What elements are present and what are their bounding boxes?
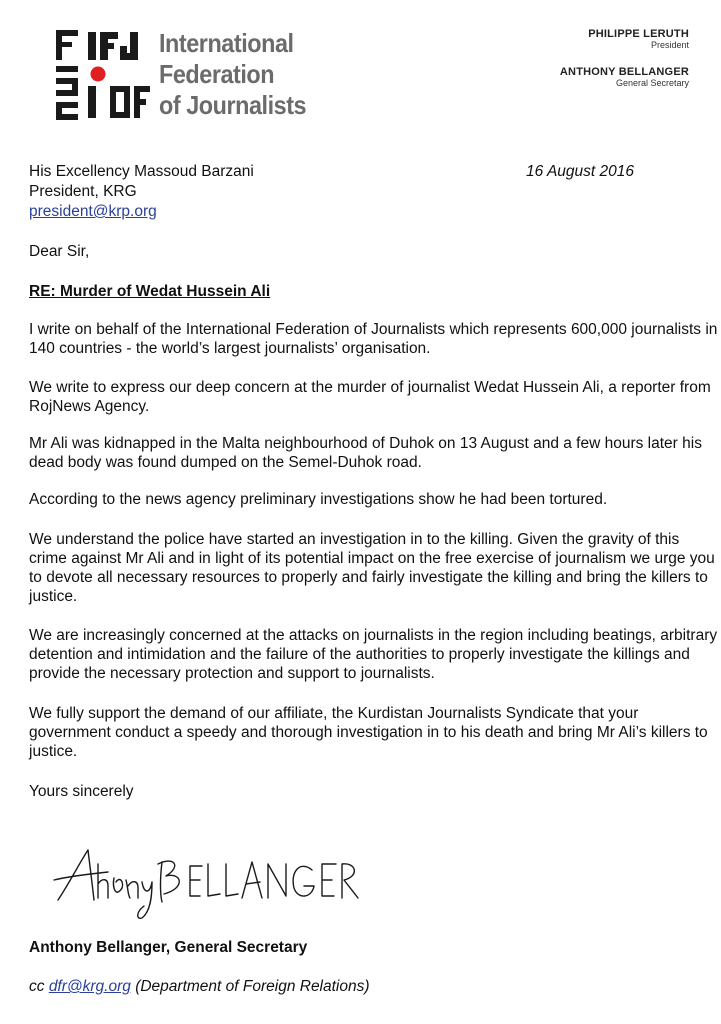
officers-block [560,28,689,104]
org-name-line-3: of Journalists [159,90,307,120]
ifj-logo-mark [54,26,154,122]
cc-prefix: cc [29,978,45,995]
recipient-name: His Excellency Massoud Barzani [29,163,254,180]
letter-date: 16 August 2016 [526,163,635,180]
body-paragraph-2: We write to express our deep concern at the murder of journalist Wedat Hussein Ali, a reporter from RojNews Agency. [29,379,711,415]
org-name [159,28,322,121]
cc-note: (Department of Foreign Relations) [135,978,370,995]
signature-text: Anthony BELLANGER [50,842,60,843]
cc-line [29,977,370,996]
closing: Yours sincerely [29,783,134,800]
body-paragraph-6: We are increasingly concerned at the attacks on journalists in the region including beatings, arbitrary detention and intimidation and the failure of the authorities to properly investigate the killings and provide the necessary protection and support to journalists. [29,627,718,682]
recipient-email-link[interactable]: president@krp.org [29,203,157,220]
body-paragraph-5: We understand the police have started an investigation in to the killing. Given the gravity of this crime against Mr Ali and in light of its potential impact on the free exercise of journalism we urge you to devote all necessary resources to properly and fairly investigate the killing and bring the killers to justice. [29,531,715,605]
cc-email-link[interactable]: dfr@krg.org [48,978,131,995]
officer-role-president: President [650,40,689,50]
body-paragraph-3: Mr Ali was kidnapped in the Malta neighbourhood of Duhok on 13 August and a few hours later his dead body was found dumped on the Semel-Duhok road. [29,435,702,471]
org-name-line-1: International [159,28,294,58]
signatory-name: Anthony Bellanger, General Secretary [29,939,308,956]
body-paragraph-1: I write on behalf of the International Federation of Journalists which represents 600,000 journalists in 140 countries - the world’s largest journalists’ organisation. [29,321,718,357]
body-paragraph-4: According to the news agency preliminary investigations show he had been tortured. [29,491,608,508]
signature-image [50,842,370,922]
officer-name-secretary: ANTHONY BELLANGER [559,66,689,78]
subject-line: RE: Murder of Wedat Hussein Ali [29,283,271,300]
ifj-logo [54,26,314,122]
body-paragraph-7: We fully support the demand of our affiliate, the Kurdistan Journalists Syndicate that your government conduct a speedy and thorough investigation in to his death and bring Mr Ali’s killers to justice. [29,705,708,760]
salutation: Dear Sir, [29,243,90,260]
recipient-title: President, KRG [29,183,137,200]
officer-name-president: PHILIPPE LERUTH [588,28,689,40]
org-name-line-2: Federation [159,59,275,89]
officer-role-secretary: General Secretary [615,78,689,88]
